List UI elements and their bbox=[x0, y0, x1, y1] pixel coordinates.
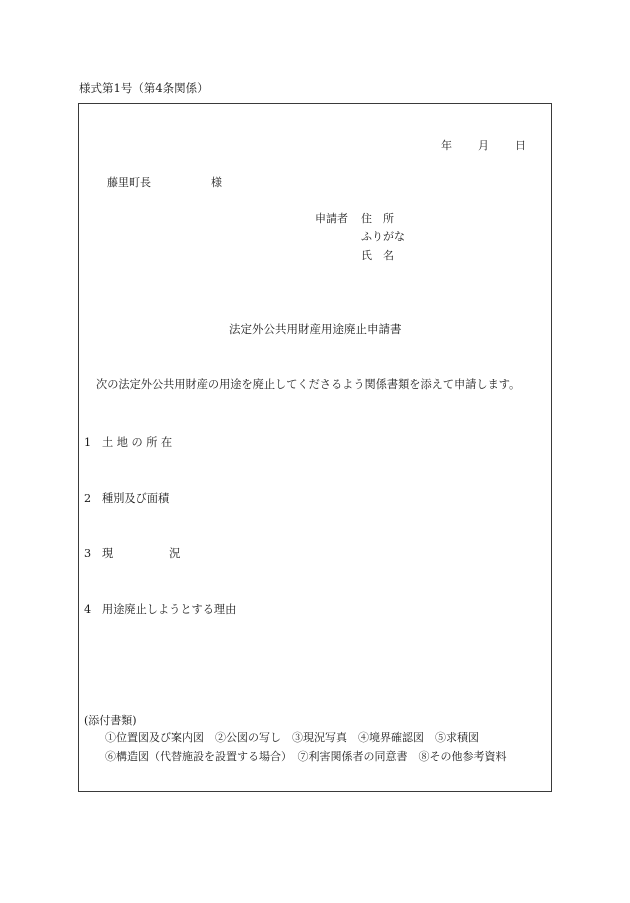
application-statement: 次の法定外公共用財産の用途を廃止してくださるよう関係書類を添えて申請します。 bbox=[96, 378, 521, 391]
date-year-label: 年 bbox=[441, 139, 452, 152]
item-number: 1 bbox=[84, 436, 92, 449]
document-title: 法定外公共用財産用途廃止申請書 bbox=[229, 322, 402, 336]
item-label: 土 地 の 所 在 bbox=[102, 436, 173, 449]
addressee-honorific: 様 bbox=[211, 176, 222, 189]
attachments-list-line-2: ⑥構造図（代替施設を設置する場合） ⑦利害関係者の同意書 ⑧その他参考資料 bbox=[105, 750, 507, 763]
item-type-and-area bbox=[84, 490, 169, 506]
form-number: 様式第1号（第4条関係） bbox=[79, 81, 209, 95]
item-number: 4 bbox=[84, 603, 92, 616]
addressee bbox=[107, 174, 222, 190]
item-label: 現 況 bbox=[102, 547, 181, 560]
item-number: 3 bbox=[84, 547, 92, 560]
application-form-frame bbox=[78, 103, 552, 792]
addressee-name: 藤里町長 bbox=[107, 176, 151, 189]
item-label: 種別及び面積 bbox=[102, 492, 170, 505]
item-abolition-reason bbox=[84, 601, 236, 617]
attachments-heading: (添付書類) bbox=[84, 714, 137, 727]
item-number: 2 bbox=[84, 492, 92, 505]
applicant-furigana-label: ふりがな bbox=[361, 230, 405, 243]
attachments-list-line-1: ①位置図及び案内図 ②公図の写し ③現況写真 ④境界確認図 ⑤求積図 bbox=[105, 731, 479, 744]
date-month-label: 月 bbox=[478, 139, 489, 152]
item-land-location bbox=[84, 434, 172, 450]
item-current-status bbox=[84, 545, 180, 561]
applicant-name-label: 氏 名 bbox=[361, 249, 394, 262]
date-day-label: 日 bbox=[515, 139, 526, 152]
applicant-address-label: 住 所 bbox=[361, 212, 394, 225]
item-label: 用途廃止しようとする理由 bbox=[102, 603, 237, 616]
applicant-label: 申請者 bbox=[315, 212, 348, 225]
